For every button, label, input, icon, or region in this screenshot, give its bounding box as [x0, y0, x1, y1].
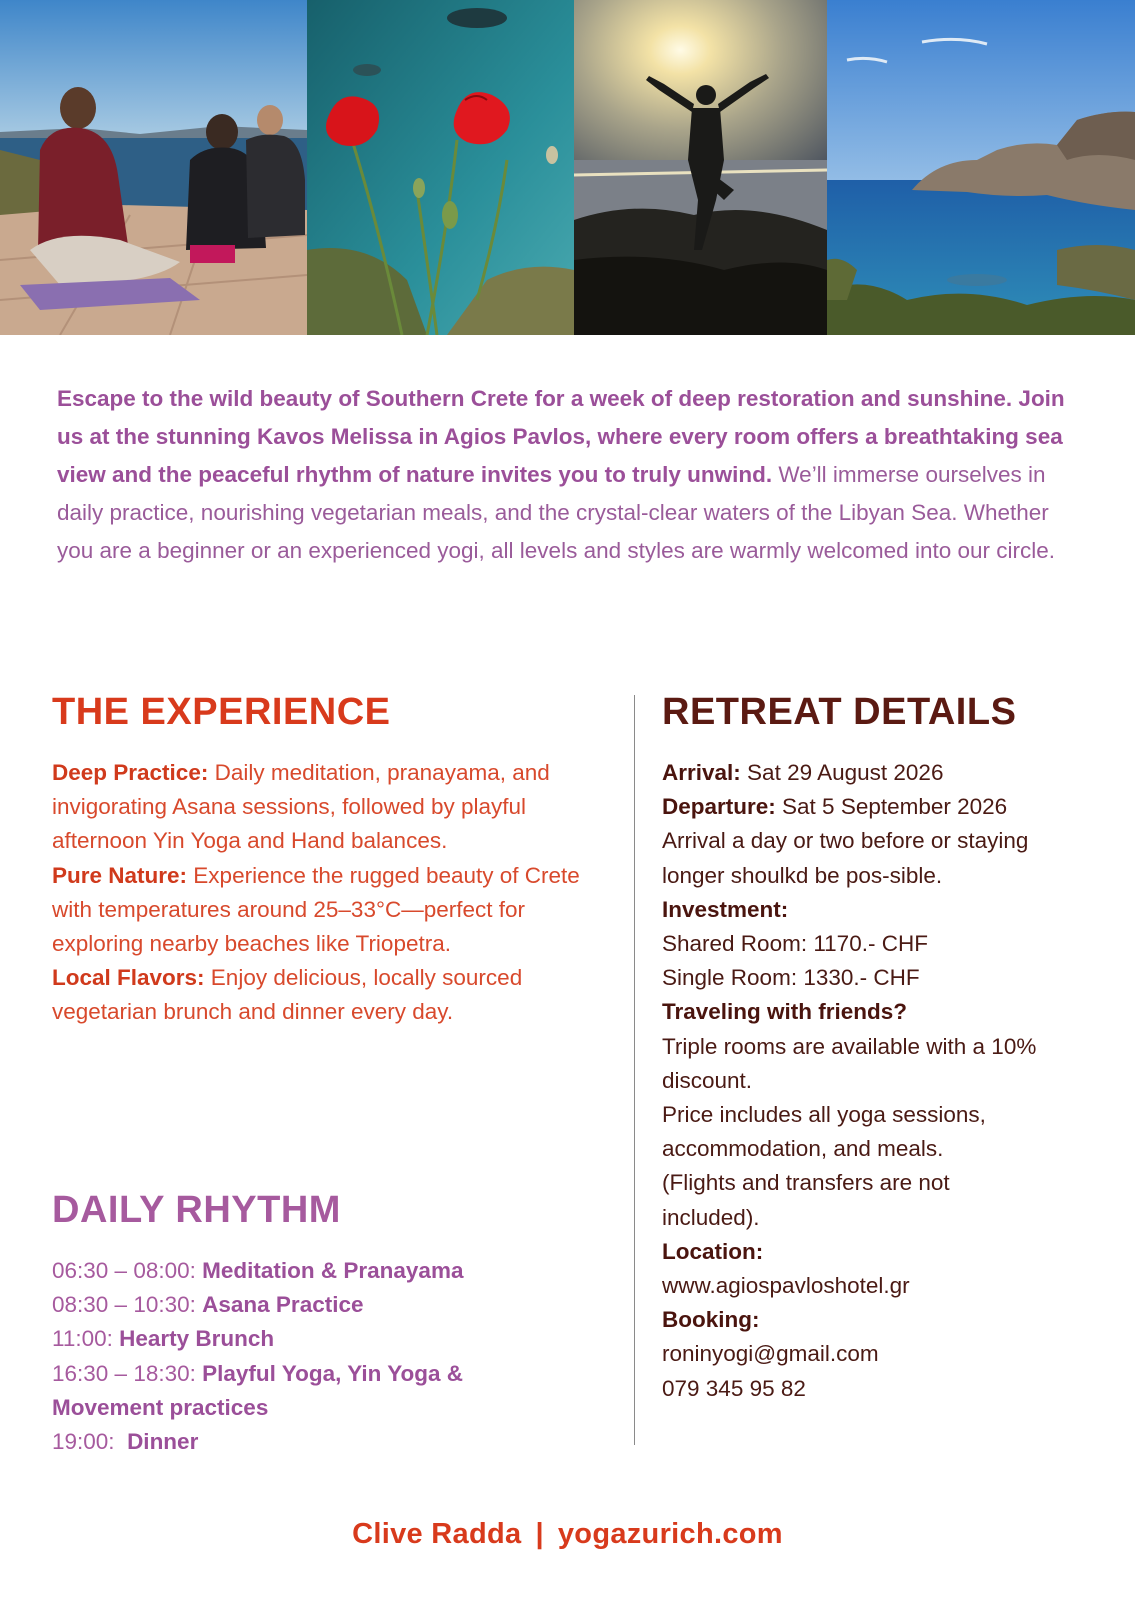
- schedule-row: [52, 1288, 612, 1322]
- meditating-group-photo: [0, 0, 307, 335]
- schedule-row: [52, 1254, 612, 1288]
- booking-label: [662, 1303, 1102, 1337]
- booking-email-link[interactable]: roninyogi@gmail.com: [662, 1341, 879, 1367]
- arrival-row: [662, 756, 1102, 790]
- footer-name: Clive Radda: [352, 1518, 522, 1550]
- column-divider: [634, 695, 635, 1445]
- experience-item: [52, 965, 522, 1024]
- poppies-sea-photo: [307, 0, 574, 335]
- friends-text: Triple rooms are available with a 10% discount.: [662, 1033, 1037, 1093]
- retreat-details-heading: RETREAT DETAILS: [662, 691, 1017, 733]
- intro-regular-text: We’ll immerse ourselves in daily practice, nourishing vegetarian meals, and the crystal-clear waters of the Libyan Sea. Whether you are a beginner or an experienced yogi, all levels and styles are warmly welcomed into our circle.: [57, 462, 1055, 563]
- friends-label: [662, 995, 1102, 1029]
- experience-item-text: Enjoy delicious, locally sourced vegetarian brunch and dinner every day.: [52, 965, 523, 1025]
- intro-bold-text: Escape to the wild beauty of Southern Crete for a week of deep restoration and sunshine. Join us at the stunning Kavos Melissa in Agios Pavlos, where every room offers a breathtaking sea view and the peaceful rhythm of nature invites you to truly unwind.: [57, 386, 1065, 487]
- footer-separator: |: [535, 1518, 544, 1550]
- schedule-time: 11:00:: [52, 1326, 120, 1352]
- schedule-activity: Asana Practice: [202, 1292, 364, 1318]
- schedule-time: 16:30 – 18:30:: [52, 1360, 203, 1386]
- schedule-time: 08:30 – 10:30:: [52, 1292, 203, 1318]
- experience-item: [52, 863, 580, 956]
- experience-item-text: Experience the rugged beauty of Crete with temperatures around 25–33°C—perfect for exploring nearby beaches like Triopetra.: [52, 862, 580, 957]
- footer: [0, 1518, 1135, 1551]
- schedule-time: 06:30 – 08:00:: [52, 1258, 203, 1283]
- location-label-text: Location:: [662, 1238, 764, 1264]
- schedule-activity: Hearty Brunch: [119, 1326, 275, 1352]
- departure-label: Departure:: [662, 794, 776, 820]
- retreat-details-list: [662, 756, 1102, 1406]
- schedule-row: [52, 1425, 612, 1459]
- friends-label-text: Traveling with friends?: [662, 999, 908, 1025]
- experience-item-label: Local Flavors:: [52, 965, 205, 991]
- booking-label-text: Booking:: [662, 1307, 760, 1333]
- schedule-activity: Meditation & Pranayama: [202, 1258, 464, 1283]
- experience-section: [52, 690, 612, 1030]
- experience-item-text: Daily meditation, pranayama, and invigorating Asana sessions, followed by playful afternoon Yin Yoga and Hand balances.: [52, 760, 550, 854]
- booking-phone[interactable]: 079 345 95 82: [662, 1375, 806, 1401]
- schedule-row: [52, 1322, 612, 1356]
- investment-label-text: Investment:: [662, 896, 789, 922]
- experience-item-label: Pure Nature:: [52, 862, 188, 888]
- schedule-row: [52, 1357, 532, 1425]
- schedule-activity: Dinner: [127, 1429, 199, 1455]
- location-link[interactable]: www.agiospavloshotel.gr: [662, 1273, 910, 1299]
- flights-note: (Flights and transfers are not included).: [662, 1170, 950, 1230]
- price-includes-text: Price includes all yoga sessions, accommodation, and meals.: [662, 1102, 986, 1162]
- tree-pose-sunset-photo: [574, 0, 827, 335]
- footer-website-link[interactable]: yogazurich.com: [557, 1518, 783, 1550]
- departure-row: [662, 790, 1102, 824]
- intro-paragraph: [57, 380, 1087, 570]
- photo-strip: [0, 0, 1135, 335]
- experience-heading: THE EXPERIENCE: [52, 691, 391, 733]
- daily-rhythm-section: [52, 1188, 612, 1459]
- schedule-activity: Playful Yoga, Yin Yoga & Movement practices: [52, 1360, 464, 1420]
- experience-item: [52, 760, 550, 853]
- bay-coast-photo: [827, 0, 1135, 335]
- location-label: [662, 1235, 1102, 1269]
- retreat-details-section: [662, 690, 1102, 1406]
- departure-value: Sat 5 September 2026: [775, 794, 1008, 820]
- schedule-time: 19:00:: [52, 1429, 128, 1455]
- daily-schedule-list: [52, 1254, 612, 1459]
- daily-rhythm-heading: DAILY RHYTHM: [52, 1189, 341, 1231]
- arrival-label: Arrival:: [662, 760, 741, 785]
- experience-item-label: Deep Practice:: [52, 760, 209, 785]
- early-arrival-note: Arrival a day or two before or staying longer shoulkd be pos-sible.: [662, 828, 1029, 888]
- single-room-price: Single Room: 1330.- CHF: [662, 965, 920, 991]
- investment-label: [662, 893, 1102, 927]
- shared-room-price: Shared Room: 1170.- CHF: [662, 931, 928, 957]
- experience-list: [52, 756, 612, 1030]
- arrival-value: Sat 29 August 2026: [740, 760, 944, 785]
